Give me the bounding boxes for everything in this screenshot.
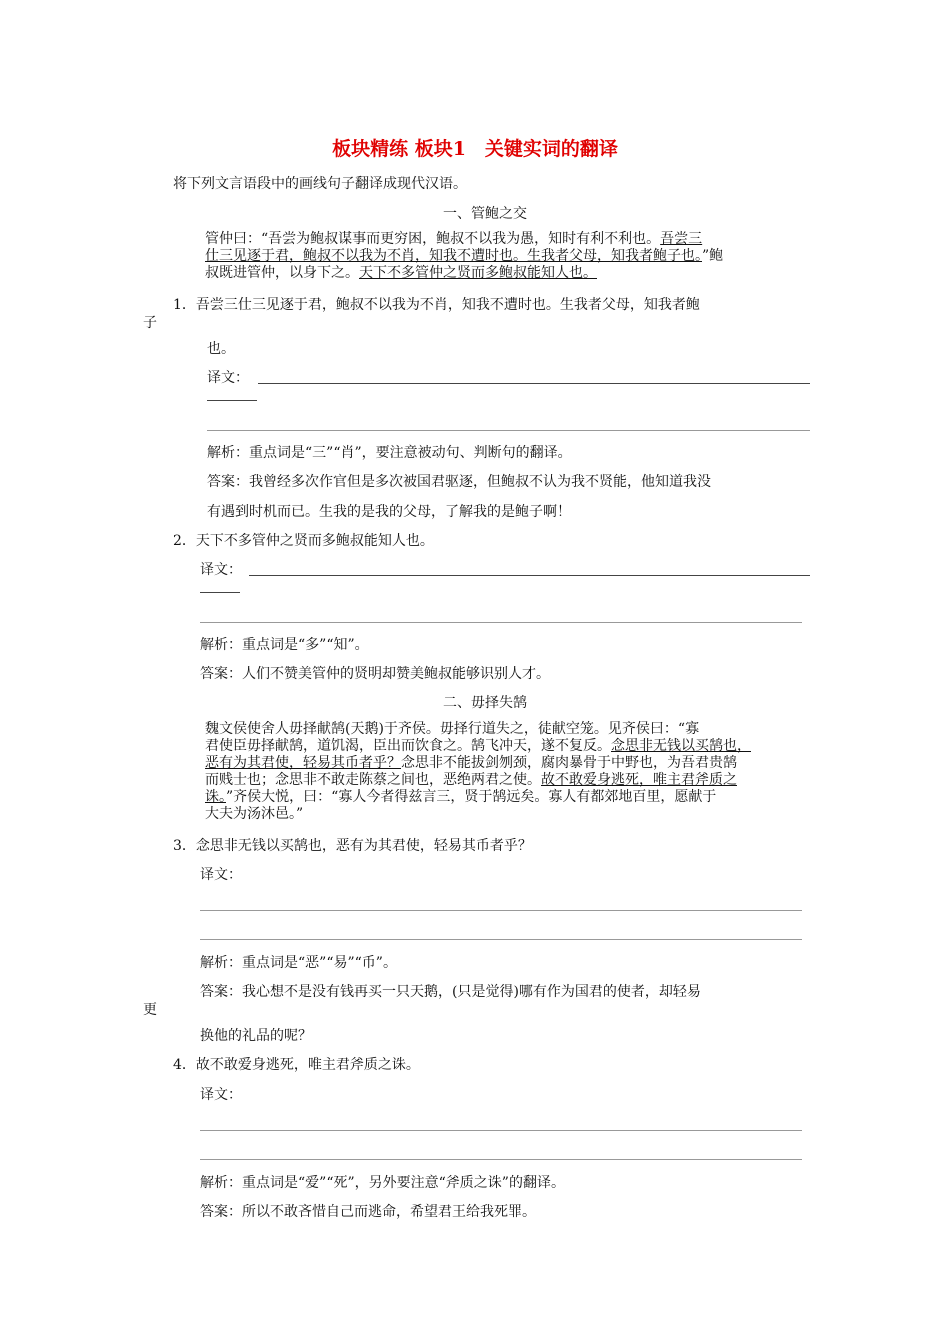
underlined-sentence: 念思非无钱以买鹄也， xyxy=(611,738,751,754)
underlined-sentence: 天下不多管仲之贤而多鲍叔能知人也。 xyxy=(359,265,597,281)
question-3: 3．念思非无钱以买鹄也，恶有为其君使，轻易其币者乎？ xyxy=(173,838,532,854)
passage-text: ”鲍 xyxy=(702,248,724,264)
question-1-cont: 也。 xyxy=(207,341,235,357)
passage-2-line-1: 魏文侯使舍人毋择献鹄(天鹅)于齐侯。毋择行道失之，徒献空笼。见齐侯曰：“寡 xyxy=(205,721,700,737)
passage-2-line-6: 大夫为汤沐邑。” xyxy=(205,806,304,822)
answer-2: 答案：人们不赞美管仲的贤明却赞美鲍叔能够识别人才。 xyxy=(200,666,550,682)
analysis-4: 解析：重点词是“爱”“死”，另外要注意“斧质之诛”的翻译。 xyxy=(200,1175,565,1191)
passage-text: 叔既进管仲，以身下之。 xyxy=(205,265,359,281)
passage-text: ”齐侯大悦，曰：“寡人今者得兹言三，贤于鹄远矣。寡人有都郊地百里，愿献于 xyxy=(226,789,717,805)
passage-1-line-3 xyxy=(205,265,597,282)
passage-2-line-5 xyxy=(205,789,716,806)
underlined-sentence: 吾尝三 xyxy=(660,231,703,247)
answer-line[interactable] xyxy=(200,910,802,911)
passage-2-line-2 xyxy=(205,738,751,755)
answer-line[interactable] xyxy=(200,939,802,940)
answer-line[interactable] xyxy=(200,1159,802,1160)
underlined-sentence: 故不敢爱身逃死，唯主君斧质之 xyxy=(541,772,737,788)
answer-3-cont: 换他的礼品的呢？ xyxy=(200,1028,312,1044)
underlined-sentence: 恶有为其君使，轻易其币者乎？ xyxy=(205,755,401,771)
answer-line[interactable] xyxy=(200,1130,802,1131)
answer-line[interactable] xyxy=(200,622,802,623)
passage-2-line-3 xyxy=(205,755,737,772)
passage-text: 念思非不能拔剑刎颈，腐肉暴骨于中野也，为吾君贵鹄 xyxy=(401,755,737,771)
analysis-1: 解析：重点词是“三”“肖”，要注意被动句、判断句的翻译。 xyxy=(207,445,572,461)
section-heading-2: 二、毋择失鹄 xyxy=(443,695,527,711)
question-1-wrap: 子 xyxy=(143,315,157,331)
question-2: 2．天下不多管仲之贤而多鲍叔能知人也。 xyxy=(173,533,434,549)
analysis-3: 解析：重点词是“恶”“易”“币”。 xyxy=(200,955,397,971)
answer-line[interactable] xyxy=(207,430,810,431)
instruction: 将下列文言语段中的画线句子翻译成现代汉语。 xyxy=(173,176,467,192)
answer-line[interactable] xyxy=(258,383,810,384)
analysis-2: 解析：重点词是“多”“知”。 xyxy=(200,637,369,653)
section-heading-1: 一、管鲍之交 xyxy=(443,206,527,222)
underlined-sentence: 诛。 xyxy=(205,789,226,805)
translation-label-2: 译文： xyxy=(200,562,242,578)
passage-text: 而贱士也；念思非不敢走陈蔡之间也，恶绝两君之使。 xyxy=(205,772,541,788)
question-4: 4．故不敢爱身逃死，唯主君斧质之诛。 xyxy=(173,1057,420,1073)
answer-3: 答案：我心想不是没有钱再买一只天鹅，(只是觉得)哪有作为国君的使者，却轻易 xyxy=(200,984,701,1000)
translation-label-1: 译文： xyxy=(207,370,249,386)
passage-2-line-4 xyxy=(205,772,737,789)
passage-text: 君使臣毋择献鹄，道饥渴，臣出而饮食之。鹄飞冲天，遂不复反。 xyxy=(205,738,611,754)
answer-1: 答案：我曾经多次作官但是多次被国君驱逐，但鲍叔不认为我不贤能，他知道我没 xyxy=(207,474,711,490)
answer-line[interactable] xyxy=(207,400,257,401)
answer-1-cont: 有遇到时机而已。生我的是我的父母，了解我的是鲍子啊！ xyxy=(207,504,571,520)
answer-4: 答案：所以不敢吝惜自己而逃命，希望君王给我死罪。 xyxy=(200,1204,536,1220)
translation-label-3: 译文： xyxy=(200,867,242,883)
underlined-sentence: 仕三见逐于君，鲍叔不以我为不肖，知我不遭时也。生我者父母，知我者鲍子也。 xyxy=(205,248,702,264)
translation-label-4: 译文： xyxy=(200,1087,242,1103)
answer-3-wrap: 更 xyxy=(143,1002,157,1018)
answer-line[interactable] xyxy=(249,575,810,576)
answer-line[interactable] xyxy=(200,592,240,593)
question-1: 1．吾尝三仕三见逐于君，鲍叔不以我为不肖，知我不遭时也。生我者父母，知我者鲍 xyxy=(173,297,700,313)
passage-text: 管仲曰：“吾尝为鲍叔谋事而更穷困，鲍叔不以我为愚，知时有利不利也。 xyxy=(205,231,661,247)
passage-1-line-2 xyxy=(205,248,723,265)
passage-1-line-1 xyxy=(205,231,702,248)
page-title: 板块精练 板块1 关键实词的翻译 xyxy=(332,138,618,160)
